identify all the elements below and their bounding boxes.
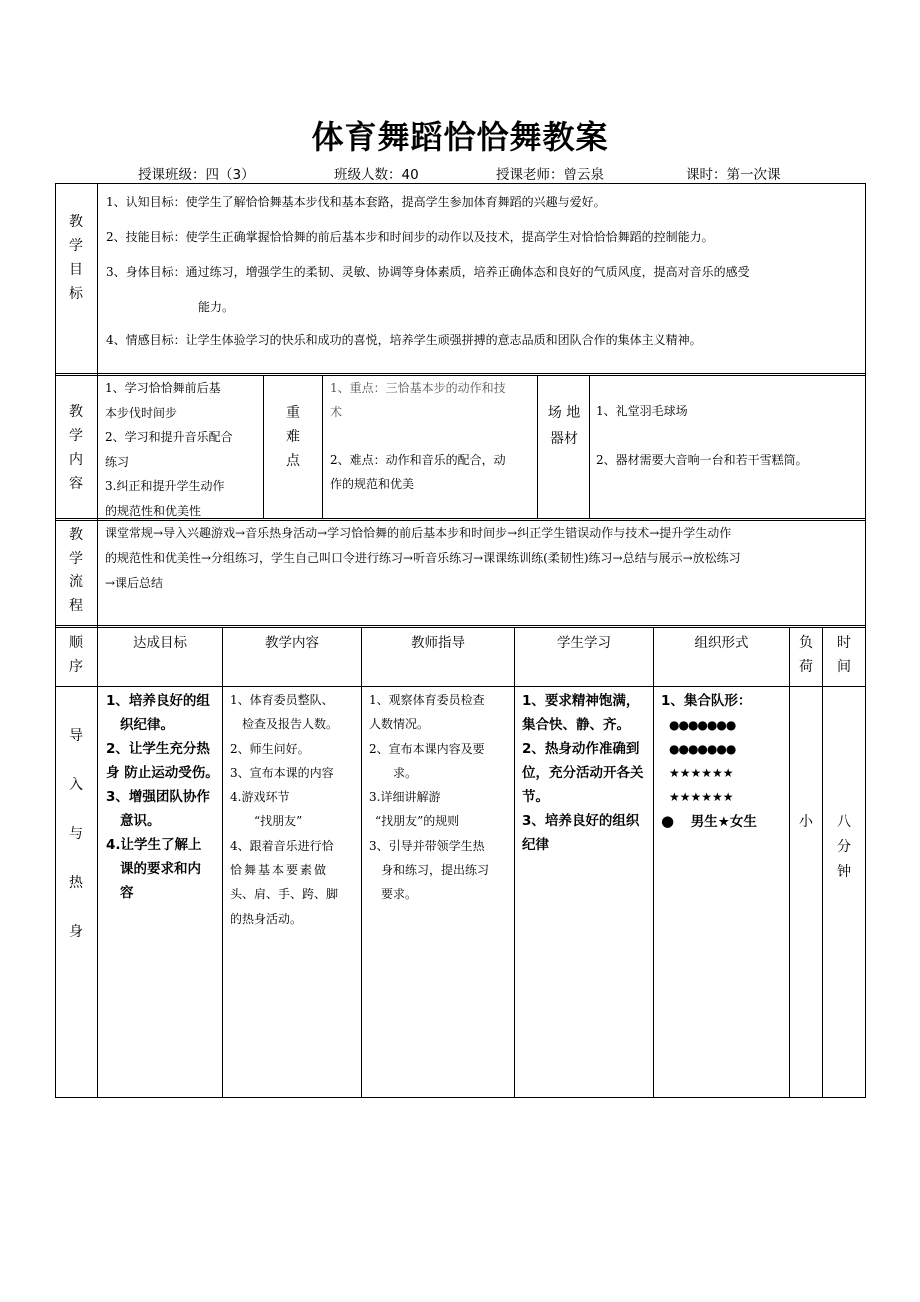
bullet-dot: ● [661, 812, 675, 830]
key-label: 重 难 点 [286, 405, 300, 469]
section-goals: 1、培养良好的组 织纪律。 2、让学生充分热 身 防止运动受伤。 3、增强团队协作 意识。 4.让学生了解上 课的要求和内 容 [106, 693, 219, 901]
meta-count: 班级人数：40 [334, 167, 419, 183]
key-items: 1、重点：三恰基本步的动作和技 术 2、难点：动作和音乐的配合，动 作的规范和优美 [330, 381, 506, 491]
meta-lesson: 课时：第一次课 [686, 167, 781, 183]
section-content: 1、体育委员整队、 检查及报告人数。 2、师生问好。 3、宣布本课的内容 4.游戏环节 “找朋友” 4、跟着音乐进行恰 恰舞基本要素做 头、肩、手、跨、脚 的热身活动。 [230, 693, 339, 926]
flow-label: 教 学 流 程 [69, 527, 83, 614]
header-load: 负 荷 [799, 635, 813, 675]
venue-items: 1、礼堂羽毛球场 2、器材需要大音响一台和若干雪糕筒。 [596, 404, 808, 467]
content-items: 1、学习恰恰舞前后基 本步伐时间步 2、学习和提升音乐配合 练习 3.纠正和提升学生动作 的规范性和优美性 [105, 381, 233, 518]
objective-item: 4、情感目标：让学生体验学习的快乐和成功的喜悦，培养学生顽强拼搏的意志品质和团队合作的集体主义精神。 [106, 333, 702, 347]
header-form: 组织形式 [694, 635, 749, 651]
header-goal: 达成目标 [133, 635, 187, 651]
header-order: 顺 序 [69, 635, 83, 675]
header-guide: 教师指导 [411, 635, 465, 651]
page-title: 体育舞蹈恰恰舞教案 [311, 118, 609, 156]
venue-label: 场 地 器材 [547, 405, 581, 447]
section-guide: 1、观察体育委员检查 人数情况。 2、宣布本课内容及要 求。 3.详细讲解游 “找朋友”的规则 3、引导并带领学生热 身和练习，提出练习 要求。 [369, 693, 490, 902]
objective-item: 能力。 [198, 300, 235, 314]
section-load: 小 [799, 814, 813, 830]
section-time: 八 分 钟 [837, 814, 851, 880]
section-study: 1、要求精神饱满， 集合快、静、齐。 2、热身动作准确到 位，充分活动开各关 节。 3、培养良好的组织 纪律 [522, 693, 644, 853]
objectives-label: 教 学 目 标 [69, 214, 83, 302]
flow-text: 课堂常规→导入兴趣游戏→音乐热身活动→学习恰恰舞的前后基本步和时间步→纠正学生错误动作与技术→提升学生动作 的规范性和优美性→分组练习，学生自己叫口令进行练习→听音乐练习→课课练训练(柔韧性)练习→总结与展示→放松练习 →课后总结 [105, 526, 741, 590]
header-time: 时 间 [837, 635, 851, 675]
section-order: 导 入 与 热 身 [69, 728, 83, 940]
objective-item: 3、身体目标：通过练习，增强学生的柔韧、灵敏、协调等身体素质，培养正确体态和良好的气质风度，提高对音乐的感受 [106, 265, 750, 279]
header-content: 教学内容 [265, 635, 319, 651]
objectives-list [106, 190, 861, 352]
section-form: 1、集合队形： ●●●●●●● ●●●●●●● ★★★★★★ ★★★★★★ ● 男生★女生 [661, 693, 757, 830]
meta-teacher: 授课老师：曾云泉 [496, 167, 604, 183]
objective-item: 2、技能目标：使学生正确掌握恰恰舞的前后基本步和时间步的动作以及技术，提高学生对恰恰恰舞蹈的控制能力。 [106, 230, 714, 244]
header-study: 学生学习 [557, 635, 611, 651]
objective-item: 1、认知目标：使学生了解恰恰舞基本步伐和基本套路，提高学生参加体育舞蹈的兴趣与爱好。 [106, 195, 606, 209]
content-label: 教 学 内 容 [69, 404, 83, 492]
meta-class: 授课班级：四（3） [138, 167, 255, 183]
